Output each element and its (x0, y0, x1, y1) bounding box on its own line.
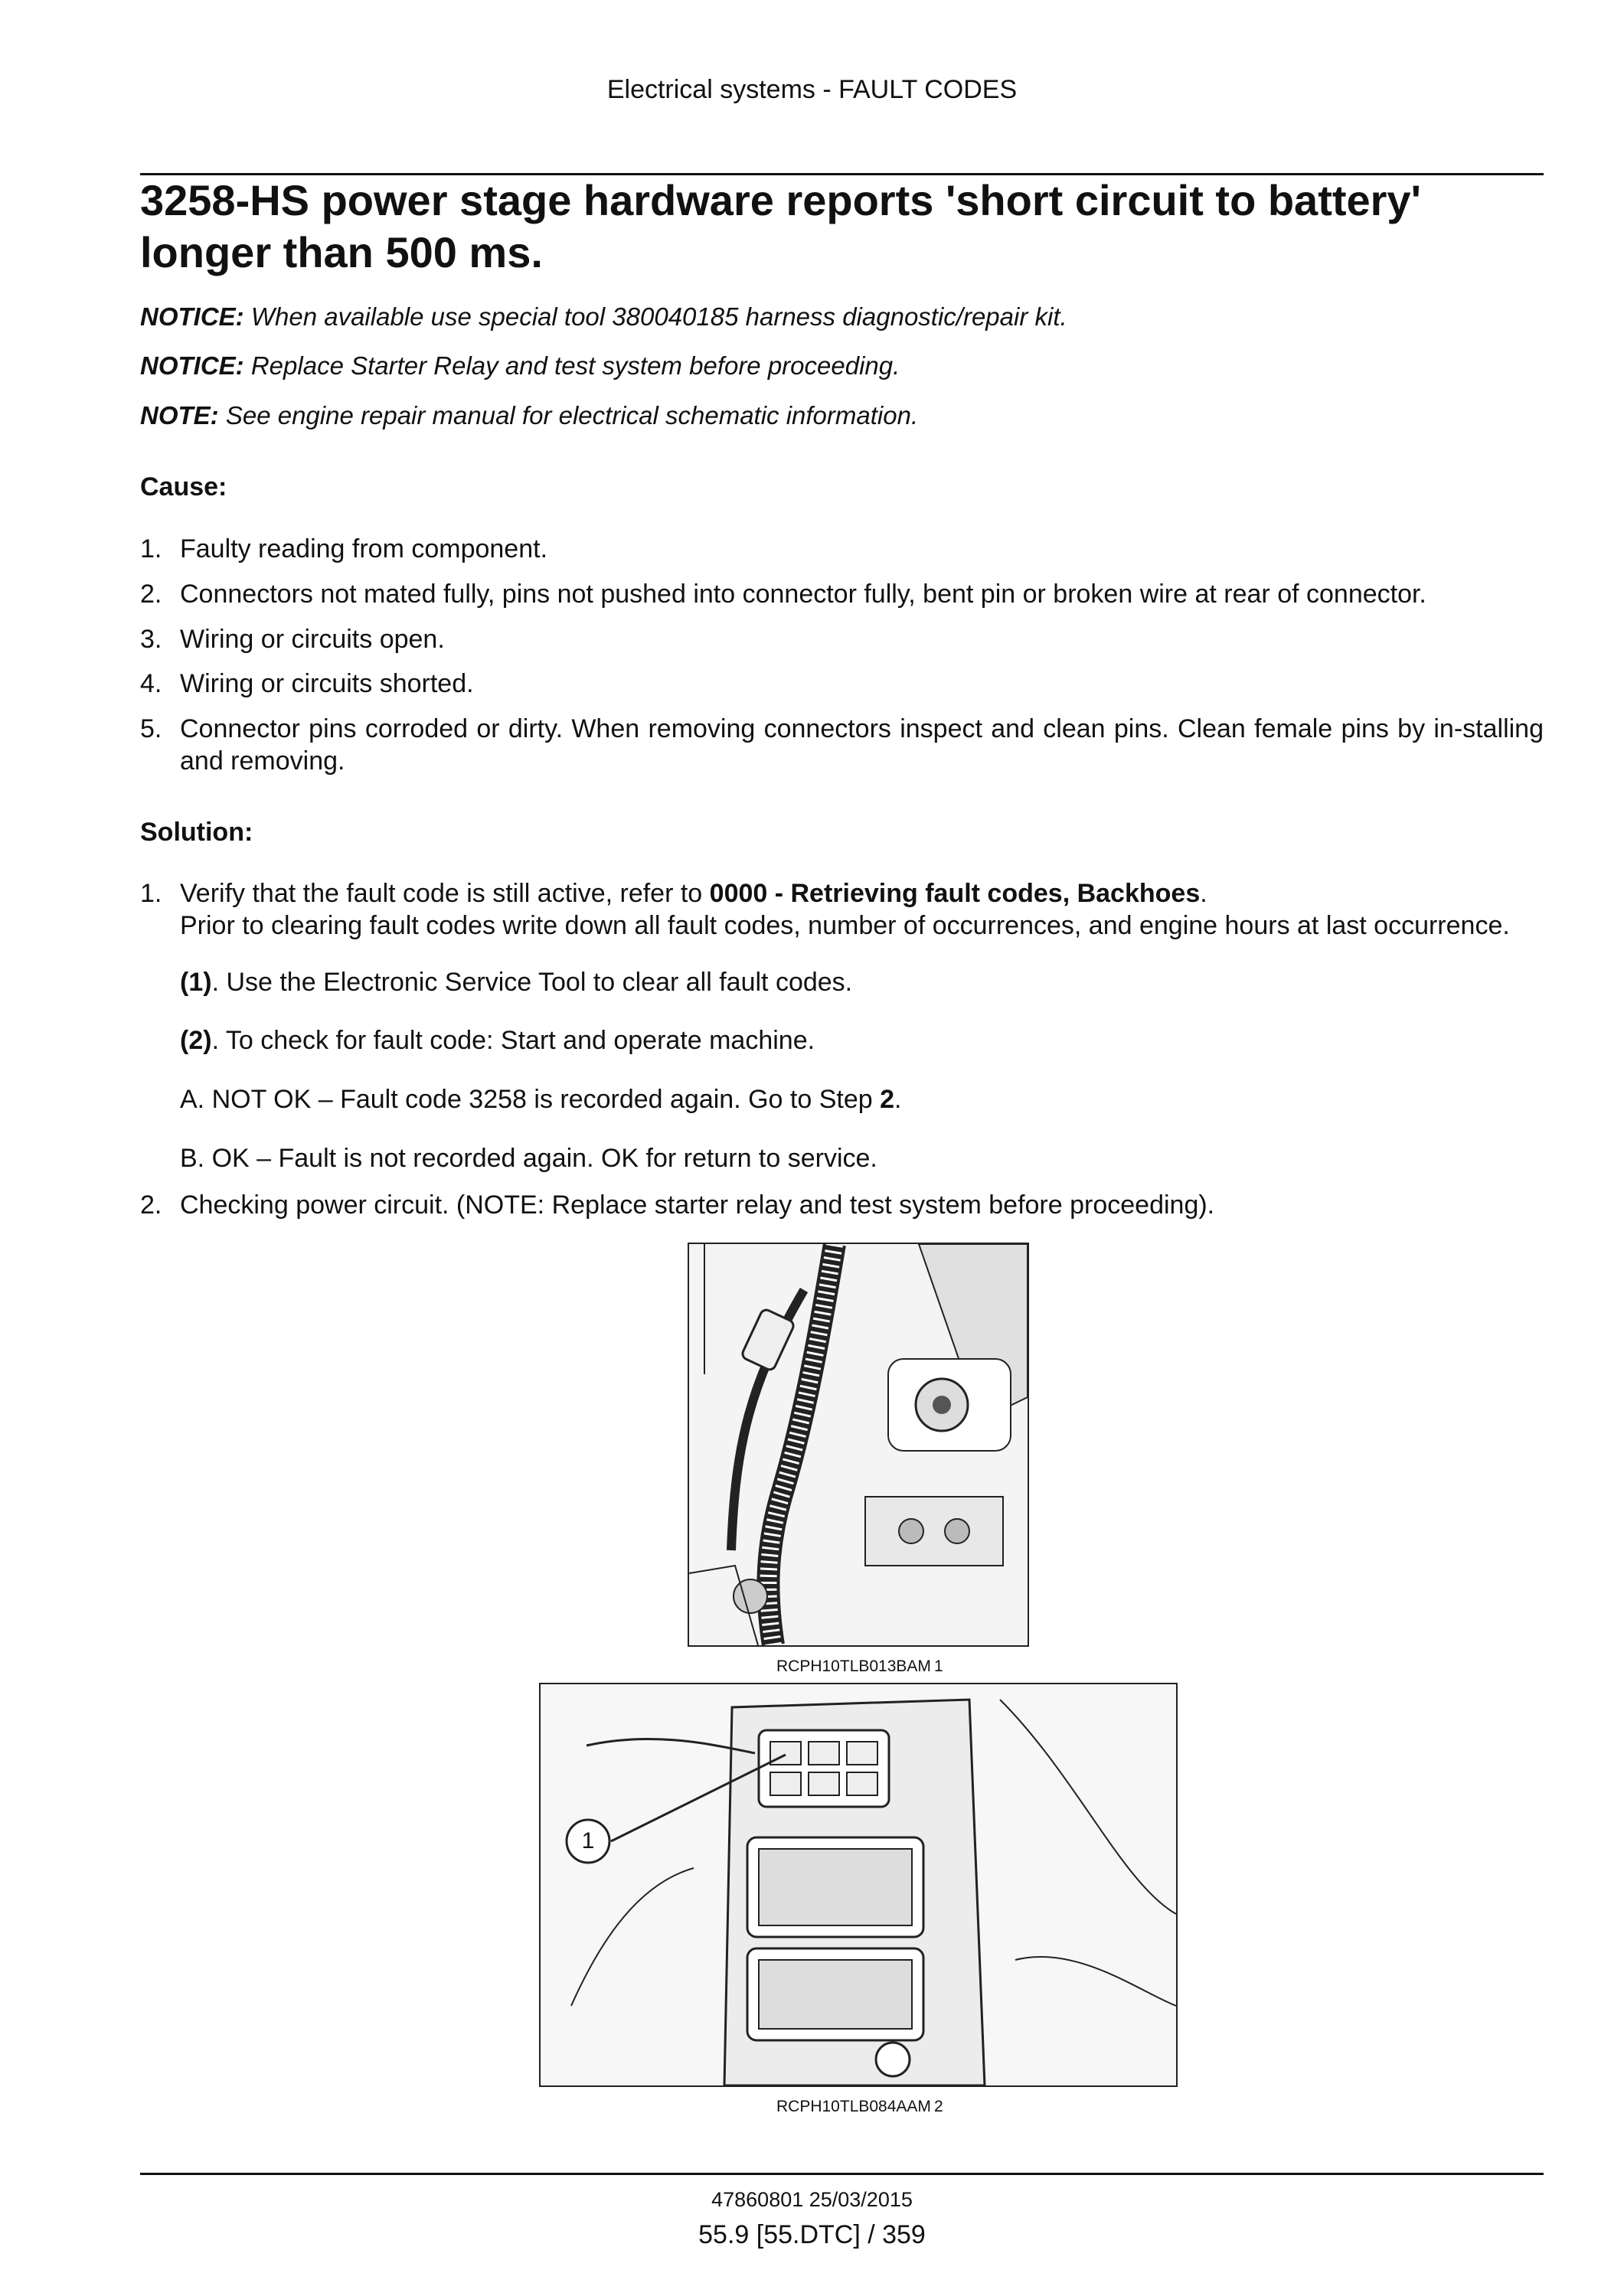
step-text-line2: Prior to clearing fault codes write down all fault codes, number of occurrences, and engine hours at last occurrence. (180, 911, 1510, 940)
notice-relay (140, 351, 1544, 380)
item-number: 3. (140, 625, 162, 654)
step-text: Checking power circuit. (NOTE: Replace starter relay and test system before proceeding). (180, 1190, 1215, 1220)
solution-step-1 (140, 877, 1544, 942)
substep-label: (2) (180, 1026, 212, 1055)
retrieving-fault-codes-link[interactable]: 0000 - Retrieving fault codes, Backhoes (709, 879, 1201, 908)
notice-text: When available use special tool 380040185 harness diagnostic/repair kit. (250, 302, 1067, 331)
step-number: 2. (140, 1190, 162, 1220)
footer-rule (140, 2173, 1544, 2175)
cause-item (140, 713, 1544, 777)
substep-2 (180, 1026, 815, 1056)
option-a (180, 1085, 901, 1115)
step-text-before: Verify that the fault code is still active, refer to (180, 879, 710, 908)
solution-heading: Solution: (140, 818, 253, 847)
notice-label: NOTICE: (140, 351, 244, 380)
running-header: Electrical systems - FAULT CODES (606, 75, 1018, 104)
cause-item (140, 668, 1544, 700)
note-schematic (140, 401, 1544, 430)
substep-label: (1) (180, 968, 212, 997)
item-text: Wiring or circuits shorted. (180, 669, 474, 698)
option-text: A. NOT OK – Fault code 3258 is recorded again. Go to Step (180, 1085, 881, 1114)
substep-text: . Use the Electronic Service Tool to clear all fault codes. (211, 968, 853, 997)
footer-doc-code: 47860801 25/03/2015 (711, 2188, 913, 2211)
item-text: Faulty reading from component. (180, 534, 548, 563)
notice-text: Replace Starter Relay and test system before proceeding. (250, 351, 900, 380)
cause-heading: Cause: (140, 472, 227, 501)
item-number: 1. (140, 534, 162, 563)
fuse-box-illustration (541, 1684, 1176, 2085)
notice-tool (140, 302, 1544, 331)
figure-1-number: 1 (934, 1657, 943, 1675)
step-text-after: . (1200, 879, 1207, 908)
go-to-step-link[interactable]: 2 (880, 1085, 895, 1114)
cause-item (140, 533, 1544, 565)
item-number: 2. (140, 580, 162, 609)
solution-step-2 (140, 1189, 1544, 1221)
item-number: 4. (140, 669, 162, 698)
option-b: B. OK – Fault is not recorded again. OK for return to service. (180, 1144, 877, 1173)
figure-2-number: 2 (934, 2098, 943, 2115)
step-text (180, 877, 1544, 942)
item-text: Connectors not mated fully, pins not pushed into connector fully, bent pin or broken wire at rear of connector. (180, 580, 1426, 609)
cause-item (140, 623, 1544, 655)
figure-1-photo (688, 1243, 1029, 1647)
substep-text: . To check for fault code: Start and operate machine. (211, 1026, 815, 1055)
figure-2-callout: 1 (581, 1828, 595, 1853)
figure-2-photo (539, 1683, 1178, 2087)
step-number: 1. (140, 879, 162, 908)
footer-page-number: 55.9 [55.DTC] / 359 (698, 2220, 926, 2249)
item-text: Wiring or circuits open. (180, 625, 445, 654)
note-text: See engine repair manual for electrical schematic information. (225, 401, 919, 429)
page-title: 3258-HS power stage hardware reports 'short circuit to battery' longer than 500 ms. (140, 176, 1421, 276)
item-text: Connector pins corroded or dirty. When removing connectors inspect and clean pins. Clean female pins by in-stalling and removing. (180, 714, 1544, 776)
notice-label: NOTICE: (140, 302, 244, 331)
figure-2-code: RCPH10TLB084AAM (776, 2098, 931, 2115)
option-end: . (894, 1085, 902, 1114)
harness-photo-illustration (689, 1244, 1028, 1645)
item-number: 5. (140, 714, 162, 743)
substep-1 (180, 968, 852, 998)
figure-1-code: RCPH10TLB013BAM (776, 1657, 931, 1675)
cause-item (140, 578, 1544, 610)
note-label: NOTE: (140, 401, 219, 429)
